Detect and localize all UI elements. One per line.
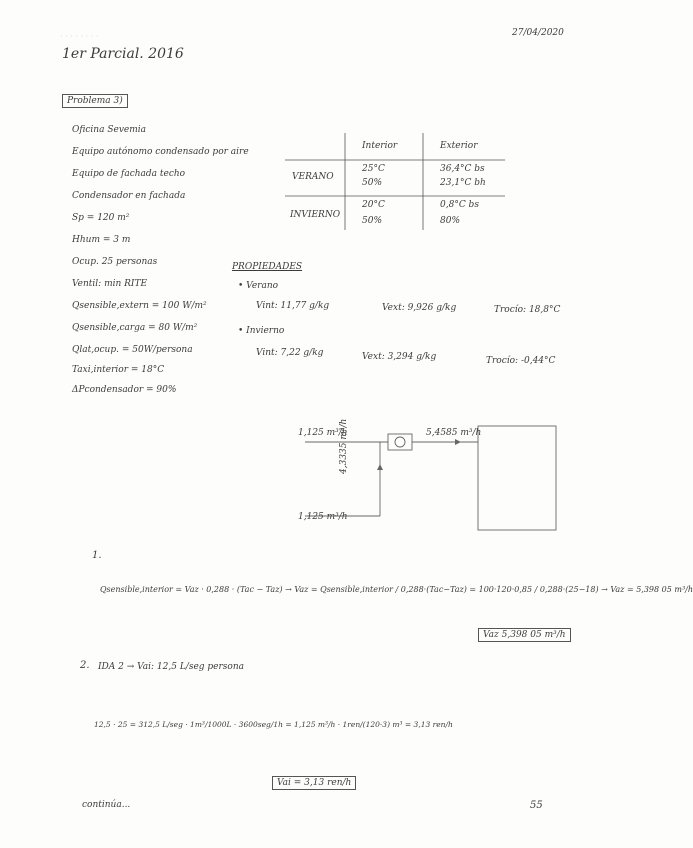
given-item: Condensador en fachada (72, 191, 186, 201)
problem-label: Problema 3) (62, 94, 128, 108)
table-cell: 36,4°C bs (440, 164, 485, 174)
given-item: Sp = 120 m² (72, 213, 130, 223)
given-item: Equipo autónomo condensado por aire (72, 147, 249, 157)
section-2-equation: 12,5 · 25 = 312,5 L/seg · 1m³/1000L · 3600seg/1h = 1,125 m³/h · 1ren/(120·3) m³ = 3,13 ren/h (94, 720, 453, 729)
given-item: Ocup. 25 personas (72, 257, 158, 267)
given-item: Taxi,interior = 18°C (72, 365, 165, 375)
table-cell: 23,1°C bh (440, 178, 486, 188)
table-header-exterior: Exterior (440, 141, 478, 151)
table-cell: 20°C (362, 200, 385, 210)
continue-note: continúa... (82, 800, 131, 810)
given-item: Ventil: min RITE (72, 279, 148, 289)
properties-invierno-label: • Invierno (238, 326, 285, 336)
property-value: Trocío: -0,44°C (486, 356, 556, 366)
section-2-header: IDA 2 → Vai: 12,5 L/seg persona (98, 662, 244, 672)
section-1-result: Vaz 5,398 05 m³/h (478, 628, 571, 642)
table-header-interior: Interior (362, 141, 398, 151)
properties-heading: PROPIEDADES (232, 262, 303, 272)
table-cell: 50% (362, 178, 383, 188)
table-row-label: INVIERNO (290, 210, 341, 220)
given-item: Qsensible,carga = 80 W/m² (72, 323, 198, 333)
flow-label: 4,3335 m³/h (339, 418, 349, 474)
table-row-label: VERANO (292, 172, 334, 182)
property-value: Vint: 7,22 g/kg (256, 348, 324, 358)
section-1-number: 1. (92, 550, 102, 561)
given-item: ΔPcondensador = 90% (72, 385, 177, 395)
section-2-number: 2. (80, 660, 90, 671)
property-value: Vext: 3,294 g/kg (362, 352, 437, 362)
flow-label: 1,125 m³/h (298, 428, 348, 438)
given-item: Equipo de fachada techo (72, 169, 186, 179)
table-cell: 0,8°C bs (440, 200, 479, 210)
section-1-equation: Qsensible,interior = Vaz · 0,288 · (Tac − Taz) → Vaz = Qsensible,interior / 0,288·(Tac−Taz) = 100·120·0,85 / 0,288·(25−18) → Vaz = 5,398 05 m³/h (100, 585, 693, 594)
table-cell: 80% (440, 216, 461, 226)
flow-label: 1,125 m³/h (298, 512, 348, 522)
flow-label: 5,4585 m³/h (426, 428, 482, 438)
given-item: Oficina Sevemia (72, 125, 147, 135)
given-item: Qsensible,extern = 100 W/m² (72, 301, 207, 311)
property-value: Vint: 11,77 g/kg (256, 301, 330, 311)
page-title: 1er Parcial. 2016 (62, 46, 184, 62)
bleed-through-text: · · · · · · · · (60, 32, 99, 41)
given-item: Qlat,ocup. = 50W/persona (72, 345, 193, 355)
table-cell: 25°C (362, 164, 385, 174)
section-2-result: Vai = 3,13 ren/h (272, 776, 356, 790)
property-value: Vext: 9,926 g/kg (382, 303, 457, 313)
table-cell: 50% (362, 216, 383, 226)
given-item: Hhum = 3 m (72, 235, 131, 245)
page-number: 55 (530, 800, 543, 811)
property-value: Trocío: 18,8°C (494, 305, 561, 315)
properties-verano-label: • Verano (238, 281, 279, 291)
date: 27/04/2020 (512, 28, 564, 38)
